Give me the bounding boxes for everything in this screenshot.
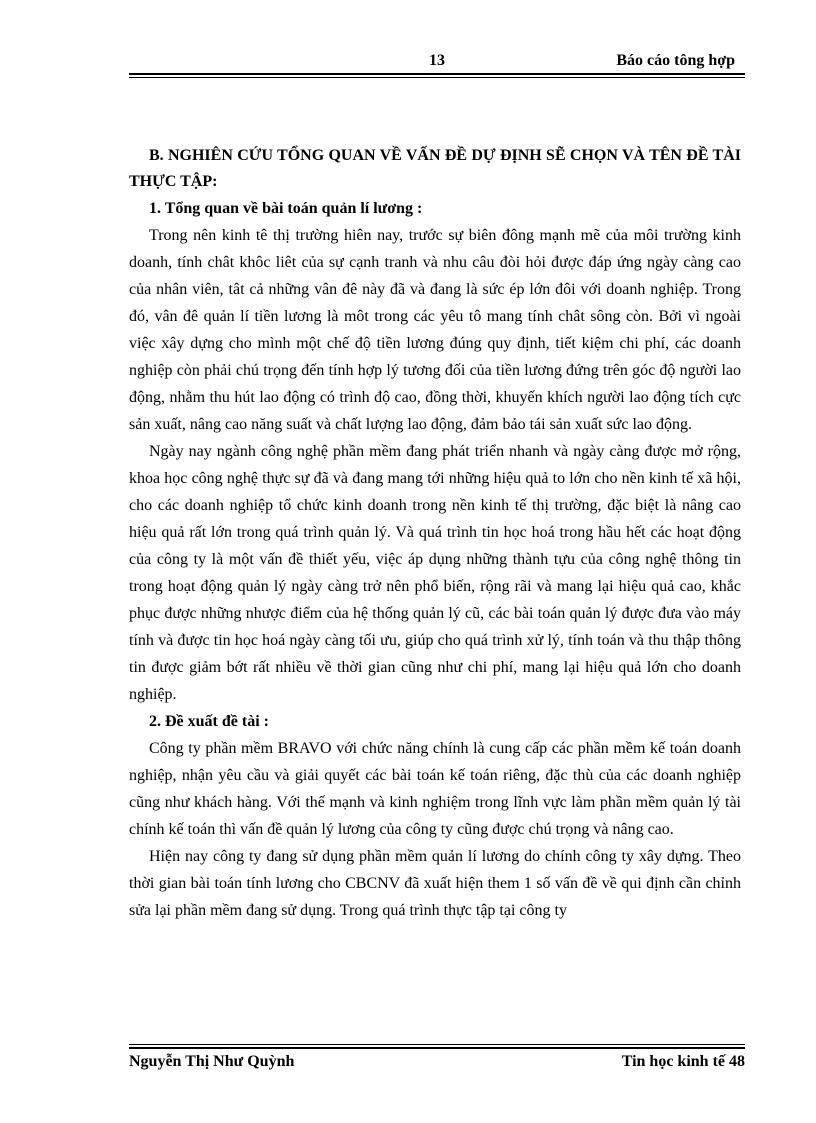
paragraph-4: Hiện nay công ty đang sử dụng phần mềm quản lí lương do chính công ty xây dựng. Theo thời gian bài toán tính lương cho CBCNV đã xuất hiện them 1 số vấn đề về qui định cần chỉnh sửa lại phần mềm đang sử dụng. Trong quá trình thực tập tại công ty	[129, 848, 741, 919]
report-title: Báo cáo tông hợp	[616, 52, 735, 69]
section-heading: B. NGHIÊN CỨU TỔNG QUAN VỀ VẤN ĐỀ DỰ ĐỊNH SẼ CHỌN VÀ TÊN ĐỀ TÀI THỰC TẬP:	[129, 147, 741, 190]
author-name: Nguyễn Thị Như Quỳnh	[129, 1053, 295, 1070]
footer-rule	[129, 1044, 745, 1049]
paragraph-1: Trong nên kinh tê thị trường hiên nay, trước sự biên đông mạnh mẽ của môi trường kinh doanh, tính chât khôc liêt của sự cạnh tranh và nhu câu đòi hỏi được đáp ứng ngày càng cao của nhân viên, tât cả những vân đê này đã và đang là sức ép lớn đôi với doanh nghiệp. Trong đó, vân đê quản lí tiền lương là môt trong các yêu tô mang tính chât sông còn. Bởi vì ngoài việc xây dựng cho mình một chế độ tiền lương đúng quy định, tiết kiệm chi phí, các doanh nghiệp còn phải chú trọng đến tính hợp lý tương đối của tiền lương đứng trên góc độ người lao động, nhằm thu hút lao động có trình độ cao, đồng thời, khuyến khích người lao động tích cực sản xuất, nâng cao năng suất và chất lượng lao động, đảm bảo tái sản xuất sức lao động.	[129, 227, 741, 433]
class-name: Tin học kinh tế 48	[621, 1053, 745, 1070]
page-body	[129, 143, 741, 924]
paragraph-2: Ngày nay ngành công nghệ phần mềm đang phát triển nhanh và ngày càng được mở rộng, khoa học công nghệ thực sự đã và đang mang tới những hiệu quả to lớn cho nền kinh tế xã hội, cho các doanh nghiệp tổ chức kinh doanh trong nền kinh tế thị trường, đặc biệt là nâng cao hiệu quả rất lớn trong quá trình quản lý. Và quá trình tin học hoá trong hầu hết các hoạt động của công ty là một vấn đề thiết yếu, việc áp dụng những thành tựu của công nghệ thông tin trong hoạt động quản lý ngày càng trở nên phổ biến, rộng rãi và mang lại hiệu quả cao, khắc phục được những nhược điểm của hệ thống quản lý cũ, các bài toán quản lý được đưa vào máy tính và được tin học hoá ngày càng tối ưu, giúp cho quá trình xử lý, tính toán và thu thập thông tin được giảm bớt rất nhiều về thời gian cũng như chi phí, mang lại hiệu quả lớn cho doanh nghiệp.	[129, 443, 741, 703]
header-rule	[129, 73, 745, 78]
subsection-heading-2: 2. Đề xuất đề tài :	[149, 713, 269, 730]
paragraph-3: Công ty phần mềm BRAVO với chức năng chính là cung cấp các phần mềm kế toán doanh nghiệp, nhận yêu cầu và giải quyết các bài toán kế toán riêng, đặc thù của các doanh nghiệp cũng như khách hàng. Với thế mạnh và kinh nghiệm trong lĩnh vực làm phần mềm quản lý tài chính kế toán thì vấn đề quản lý lương của công ty cũng được chú trọng và nâng cao.	[129, 740, 741, 838]
subsection-heading-1: 1. Tổng quan về bài toán quản lí lương :	[149, 200, 423, 217]
page-number: 13	[429, 52, 445, 69]
page-header	[129, 52, 745, 74]
